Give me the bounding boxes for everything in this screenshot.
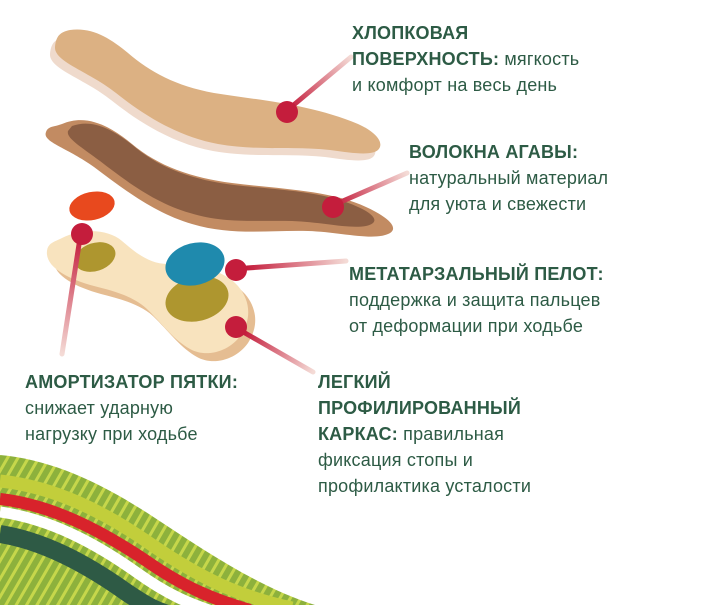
heel-absorber-orange <box>67 188 118 225</box>
callout-dot-cotton <box>276 101 298 123</box>
callout-heel-shock-absorber: АМОРТИЗАТОР ПЯТКИ: снижает ударную нагрузку при ходьбе <box>25 372 239 444</box>
callout-agave-fibers: ВОЛОКНА АГАВЫ: натуральный материал для уюта и свежести <box>409 142 609 214</box>
callout-dot-heel <box>71 223 93 245</box>
callout-profiled-frame: ЛЕГКИЙ ПРОФИЛИРОВАННЫЙ КАРКАС: правильная фиксация стопы и профилактика усталости <box>318 372 532 496</box>
callout-dot-agave <box>322 196 344 218</box>
callout-dot-pelot <box>225 259 247 281</box>
bottom-wave-decoration <box>0 455 315 605</box>
callout-line-agave <box>336 173 407 204</box>
callout-cotton-surface: ХЛОПКОВАЯ ПОВЕРХНОСТЬ: мягкость и комфорт на весь день <box>352 23 580 95</box>
callout-dot-frame <box>225 316 247 338</box>
callout-line-frame <box>245 333 313 372</box>
callout-line-pelot <box>247 261 346 268</box>
callout-line-cotton <box>290 57 351 108</box>
callout-metatarsal-pad: МЕТАТАРЗАЛЬНЫЙ ПЕЛОТ: поддержка и защита пальцев от деформации при ходьбе <box>349 264 604 336</box>
